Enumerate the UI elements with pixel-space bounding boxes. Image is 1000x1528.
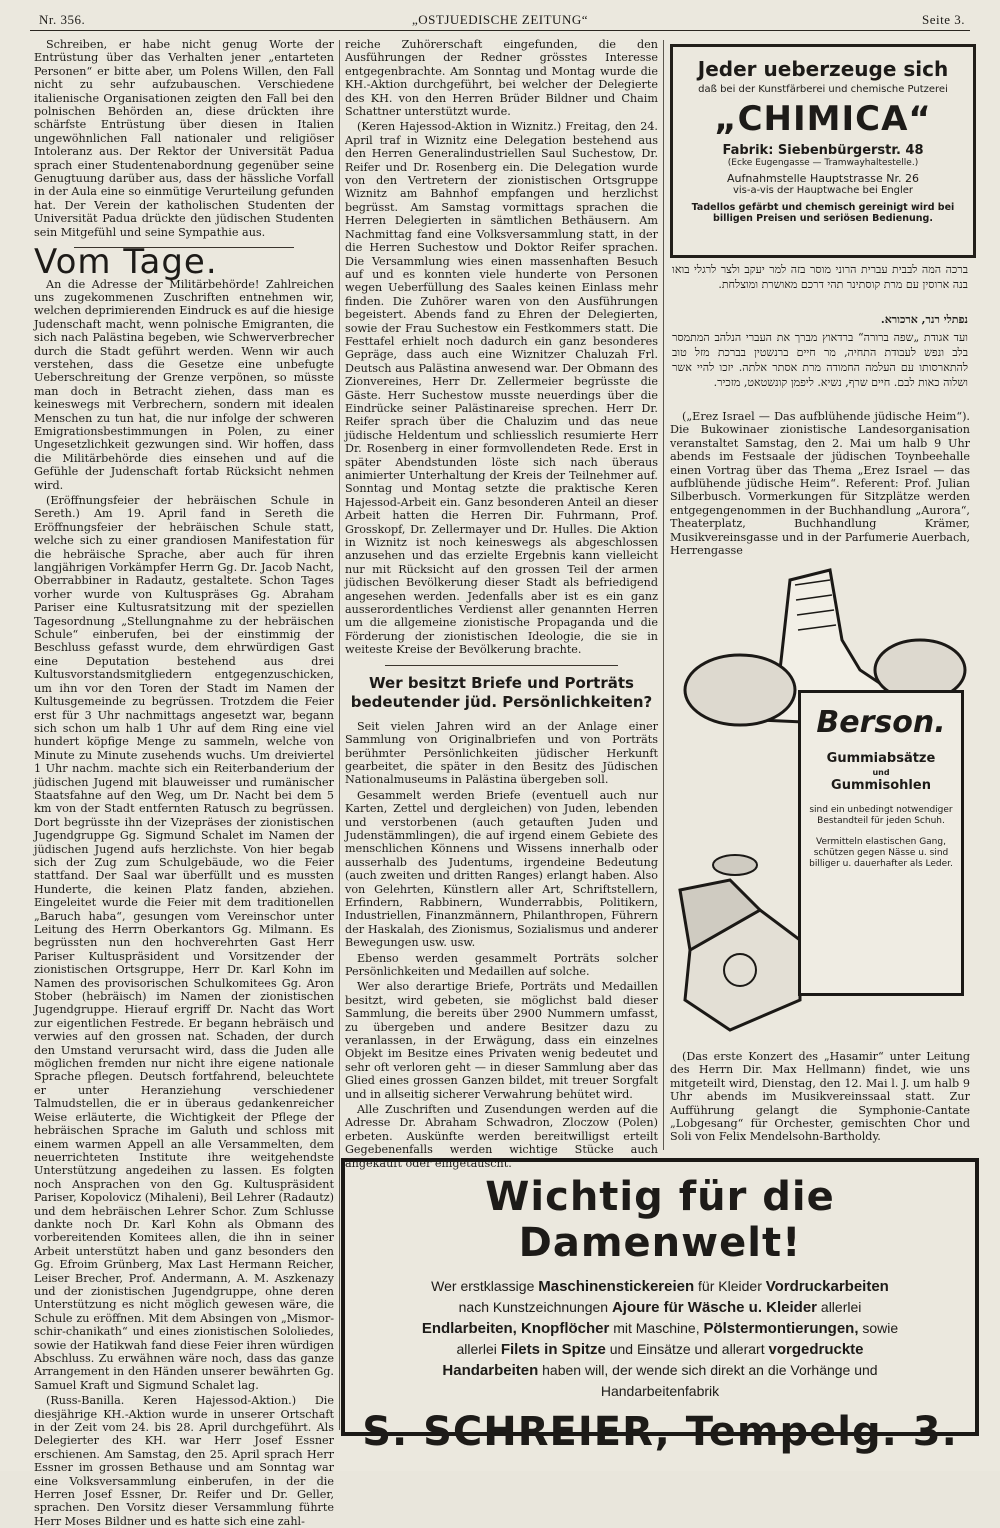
damen-text-i: mit Maschine, [613, 1320, 700, 1336]
article-padua: Schreiben, er habe nicht genug Worte der Entrüstung über das Verhalten jener „entarteten Personen“ er bitte aber, um Polens Willen, den Fall nicht zu sehr aufzubauschen. Verschiedene italienische Organisationen zeigten den Fall bei den polnischen Behörden an, diese drückten ihre schärfste Entrüstung über diesen in Italien ungewöhnlichen Fall nationaler und religiöser Intoleranz aus. Der Rektor der Universität Padua sprach einer Studentenabordnung gegenüber seine Genugtuung darüber aus, dass der hässliche Vorfall in der Aula eine so einmütige Verurteilung gefunden hat. Der Verein der katholischen Studenten der Universität Padua drückte den jüdischen Studenten sein Mitgefühl und seine Sympathie aus. [34, 38, 334, 239]
damen-text-c: für Kleider [698, 1278, 762, 1294]
page-number: Seite 3. [922, 12, 965, 27]
chimica-subline: daß bei der Kunstfärberei und chemische Putzerei [698, 84, 948, 95]
damen-text-l: Filets in Spitze [500, 1341, 606, 1358]
damen-text-b: Maschinenstickereien [538, 1278, 695, 1295]
berson-panel [798, 690, 964, 996]
berson-product-1: Gummiabsätze [826, 751, 936, 766]
damen-text-h: Endlarbeiten, Knopflöcher [421, 1320, 610, 1337]
schreier-signature: S. SCHREIER, Tempelg. 3. [362, 1409, 958, 1455]
header-rule [30, 30, 970, 31]
column-divider-2 [663, 40, 664, 1150]
berson-product-2: Gummisohlen [831, 778, 931, 793]
chimica-opposite: vis-a-vis der Hauptwache bei Engler [732, 185, 914, 196]
chimica-factory: Fabrik: Siebenbürgerstr. 48 [722, 143, 924, 158]
damenwelt-headline: Wichtig für die Damenwelt! [485, 1174, 835, 1266]
damen-text-e: nach Kunstzeichnungen [458, 1299, 609, 1315]
section-title-vom-tage: Vom Tage. [34, 242, 218, 283]
article-russ-continued: reiche Zuhörerschaft eingefunden, die den Ausführungen der Redner grösstes Interesse entgegenbrachte. Am Sonntag und Montag wurde die KH.-Aktion durchgeführt, bei welcher der Delegierte des KH. von den Herren Brüder Bildner und Chaim Schattner unterstützt wurde. [345, 38, 658, 119]
chimica-corner: (Ecke Eugengasse — Tramwayhaltestelle.) [727, 158, 919, 168]
briefe-paragraph-2: Gesammelt werden Briefe (eventuell auch nur Karten, Zettel und dergleichen) von Juden, lebenden und verstorbenen (auch getauften Juden und Judenstämmlingen), die auf irgend einem Gebiete des menschlichen Könnens und Wissens innerhalb oder ausserhalb des Judentums, irgendeine Bedeutung (auch zweiten und dritten Ranges) erlangt haben. Also von Gelehrten, Künstlern aller Art, Schriftstellern, Erfindern, Rabbinern, Wunderrabbis, Politikern, Industriellen, Finanzmännern, Philanthropen, Führern der Haskalah, des Zionismus, Sozialismus und anderer Bewegungen usw. usw. [345, 788, 658, 950]
damen-text-o: haben will, der wende sich direkt an die Vorhänge und Handarbeitenfabrik [542, 1362, 878, 1399]
berson-claim-2: Vermitteln elastischen Gang, schützen gegen Nässe u. sind billiger u. dauerhafter als Leder. [809, 837, 953, 869]
erez-text: („Erez Israel — Das aufblühende jüdische Heim“). Die Bukowinaer zionistische Landesorganisation veranstaltet Samstag, den 2. Mai um halb 9 Uhr abends im Festsaale der jüdischen Toynbeehalle einen Vortrag über das Thema „Erez Israel — das aufblühende jüdische Heim“. Referent: Prof. Julian Silberbusch. Vormerkungen für Sitzplätze werden entgegengenommen in der Buchhandlung „Aurora“, Theaterplatz, Buchhandlung Krämer, Musikvereinsgasse und in der Parfumerie Auerbach, Herrengasse [670, 410, 970, 558]
chimica-name: „CHIMICA“ [714, 99, 932, 139]
heel-disc [713, 855, 757, 875]
chimica-advertisement [670, 44, 976, 258]
briefe-paragraph-4: Wer also derartige Briefe, Porträts und Medaillen besitzt, wird gebeten, sie möglichst bald dieser Sammlung, die bereits über 2900 Nummern umfasst, zu übergeben und andere Besitzer dazu zu veranlassen, in der Erwägung, dass ein einzelnes Objekt im Besitze eines Privaten wenig bedeutet und sehr oft verloren geht — in dieser Sammlung aber das Glied eines grossen Ganzen bildet, mit treuer Sorgfalt und in allseitig sicherer Verwahrung behütet wird. [345, 980, 658, 1101]
hebrew-notice-1: ברכה המה לבבית עברית הרוני מוסר בזה למר יעקב ולצר לרגלי בואו בנה ארוסין עם מרת קוסתינר תהי דרכם מאושרת ומוצלחת. [672, 263, 968, 291]
article-sereth: (Eröffnungsfeier der hebräischen Schule in Sereth.) Am 19. April fand in Sereth die Eröffnungsfeier der hebräischen Schule statt, welche sich zu einer grandiosen Manifestation für die hebräische Sprache, aber auch für ihren langjährigen Vorkämpfer Herrn Gg. Dr. Jacob Nacht, Oberrabbiner in Radautz, gestaltete. Schon Tages vorher wurde von Kultuspräses Gg. Abraham Pariser eine Kultusratsitzung mit der speziellen Tagesordnung „Stellungnahme zu der hebräischen Schule“ einberufen, bei der einstimmig der Beschluss gefasst wurde, dem ehrwürdigen Gast eine Deputation bestehend aus drei Kultusvorstandsmitgliedern entgegenzuschicken, um ihn vor den Toren der Stadt im Namen der Kultusgemeinde zu begrüssen. Trotzdem die Feier erst für 3 Uhr nachmittags angesetzt war, begann sich schon um halb 1 Uhr auf dem Ring eine viel hundert köpfige Menge zu sammeln, welche von Minute zu Minute zusehends wuchs. Um dreiviertel 1 Uhr nachm. machte sich ein Reiterbanderium der jüdischen Jugend mit blauweisser und rumänischer Staatsfahne auf den Weg, um Dr. Nacht bei dem 5 km von der Stadt entfernten Ratusch zu begrüssen. Dort begrüsste ihn der Vizepräses der zionistischen Jugendgruppe Gg. Sigmund Schalet im Namen der jüdischen Jugend aufs herzlichste. Von hier begab sich der Zug zum Schulgebäude, wo die Feier stattfand. Der Saal war überfüllt und es mussten Hunderte, die keinen Platz fanden, abziehen. Eingeleitet wurde die Feier mit dem traditionellen „Baruch haba“, gesungen vom Vereinschor unter Leitung des Herrn Oberkantors Gg. Milmann. Es begrüssten nun den hochverehrten Gast Herr Pariser Kultuspräsident und Vorsitzender der zionistischen Ortsgruppe, Herr Dr. Karl Kohn im Namen des provisorischen Schulkomitees Gg. Aron Stober (hebräisch) im Namen der zionistischen Jugendgruppe. Hierauf ergriff Dr. Nacht das Wort zur eigentlichen Festrede. Er begann hebräisch und verwies auf den grossen nat. Schaden, der durch den Umstand verursacht wird, dass die Juden alle möglichen fremden nur nicht ihre eigene nationale Sprache pflegen. Deutsch fortfahrend, beleuchtete er unter Heranziehung verschiedener Talmudstellen, die er in überaus gedankenreicher Weise erläuterte, die Wichtigkeit der Pflege der hebräischen Sprache im Galuth und schloss mit einem warmen Appell an alle Versammelten, dem neuerrichteten Institute ihre weitgehendste Unterstützung angedeihen zu lassen. Es folgten noch Ansprachen von den Gg. Kultuspräsident Pariser, Kopolovicz (Mihaleni), Beil Lehrer (Radautz) und dem hebräischen Lehrer Schor. Zum Schlusse dankte noch Dr. Karl Kohn als Obmann des vorbereitenden Komitees allen, die ihn in seiner Arbeit unterstützt haben und ganz besonders den Gg. Efroim Grünberg, Max Last Hermann Reicher, Leiser Brecher, Prof. Andermann, A. M. Aszkenazy und der zionistischen Jugendgruppe, ohne deren Unterstützung es nicht möglich gewesen wäre, die Schule zu eröffnen. Mit dem Absingen von „Mismor-schir-chanikath“ und eines zionistischen Sololiedes, sowie der Hatikwah fand diese Feier ihren würdigen Abschluss. Zu erwähnen wäre noch, dass das ganze Arrangement in den Händen unserer bewährten Gg. Samuel Kraft und Sigmund Schalet lag. [34, 494, 334, 1392]
damen-text-m: und Einsätze und allerart [609, 1341, 765, 1357]
issue-number: Nr. 356. [39, 12, 86, 27]
damenwelt-body [415, 1276, 905, 1401]
damen-text-g: allerlei [820, 1299, 862, 1315]
sole-left [685, 655, 795, 725]
briefe-paragraph-5: Alle Zuschriften und Zusendungen werden auf die Adresse Dr. Abraham Schwadron, Zloczow (Polen) erbeten. Auskünfte werden bereitwilligst erteilt Gegebenenfalls werden wichtige Stücke auch angekauft oder eingetauscht. [345, 1103, 658, 1170]
damen-text-k: sowie allerlei [456, 1320, 899, 1357]
chimica-slogan: Tadellos gefärbt und chemisch gereinigt wird bei billigen Preisen und seriösen Bedienung. [691, 202, 955, 224]
column-divider-1 [339, 40, 340, 1430]
article-wiznitz: (Keren Hajessod-Aktion in Wiznitz.) Freitag, den 24. April traf in Wiznitz eine Delegation bestehend aus den Herren Generalindustriellen Saul Suchestow, Dr. Reifer und Dr. Rosenberg ein. Die Delegation wurde von den Vertretern der zionistischen Ortsgruppe Wiznitz am Bahnhof empfangen und herzlichst begrüsst. Am Samstag vormittags sprachen die Herren Delegierten in sämtlichen Bethäusern. Am Nachmittag fand eine Volksversammlung statt, in der die Herren Suchestow und Doktor Reifer sprachen. Die Versammlung wies einen massenhaften Besuch auf und es konnten viele hunderte von Personen wegen Ueberfüllung des Saales keinen Einlass mehr finden. Die Zuhörer waren von den Ausführungen begeistert. Abends fand zu Ehren der Delegierten, sowie der Frau Suchestow ein Festkommers statt. Die Festtafel erhielt noch dadurch ein ganz besonderes Gepräge, dass auch eine Wiznitzer Chaluzah Frl. Deutsch aus Palästina anwesend war. Der Obmann des Zionvereines, Herr Dr. Zellermeier begrüsste die Gäste. Herr Suchestow musste neuerdings über die Eindrücke seiner Palästinareise sprechen. Herr Dr. Reifer sprach über die Chaluzim und das neue jüdische Heldentum und schliesslich resumierte Herr Dr. Rosenberg in einer formvollendeten Rede. Erst in später Abendstunden löste sich nach überaus animierter Unterhaltung der Kreis der Teilnehmer auf. Sonntag und Montag setzte die praktische Keren Hajessod-Arbeit ein. Ganz besonderen Anteil an dieser Arbeit hatten die Herren Dir. Fuhrmann, Prof. Grosskopf, Dr. Zellermayer und Dr. Hulles. Die Aktion in Wiznitz ist noch keineswegs als abgeschlossen anzusehen und das erzielte Ergebnis kann vielleicht nur mit Rücksicht auf den grossen Teil der armen jüdischen Bevölkerung dieser Stadt als befriedigend angesehen werden. Jedenfalls aber ist es ein ganz ausserordentliches Verdienst aller genannten Herren um die allgemeine zionistische Propaganda und die Förderung der zionistischen Ideologie, die sie in weiteste Kreise der Bevölkerung brachte. [345, 120, 658, 657]
chimica-branch: Aufnahmstelle Hauptstrasse Nr. 26 [726, 172, 919, 185]
berson-and: und [872, 768, 890, 777]
damen-text-a: Wer erstklassige [431, 1278, 535, 1294]
article-separator [385, 665, 618, 666]
damen-text-d: Vordruckarbeiten [765, 1278, 889, 1295]
article-hasamir-concert [670, 1050, 970, 1144]
berson-advertisement [670, 560, 970, 1042]
damenwelt-advertisement [341, 1158, 979, 1455]
chimica-headline: Jeder ueberzeuge sich [697, 57, 949, 81]
damen-text-n: vorgedruckte Handarbeiten [442, 1341, 864, 1379]
hebrew-signature-1: נפתלי רנר, ארכורא. [880, 313, 968, 326]
briefe-paragraph-3: Ebenso werden gesammelt Porträts solcher Persönlichkeiten und Medaillen auf solche. [345, 951, 658, 978]
damen-text-f: Ajoure für Wäsche u. Kleider [611, 1299, 818, 1316]
page-header [35, 12, 965, 32]
berson-claim: sind ein unbedingt notwendiger Bestandteil für jeden Schuh. [809, 805, 953, 826]
damen-text-j: Pölstermontierungen, [703, 1320, 859, 1337]
article-russ-banilla: (Russ-Banilla. Keren Hajessod-Aktion.) Die diesjährige KH.-Aktion wurde in unserer Ortschaft in der Zeit vom 24. bis 28. April durchgeführt. Als Delegierter des KH. war Herr Josef Essner erschienen. Am Samstag, den 25. April sprach Herr Essner im grossen Bethause und am Sonntag war eine Volksversammlung einberufen, in der die Herren Josef Essner, Dr. Reifer und Dr. Geller, sprachen. Den Vorsitz dieser Versammlung führte Herr Moses Bildner und es hatte sich eine zahl- [34, 1394, 334, 1528]
headline-briefe: Wer besitzt Briefe und Porträts bedeutender jüd. Persönlichkeiten? [350, 673, 653, 711]
concert-text: (Das erste Konzert des „Hasamir“ unter Leitung des Herrn Dir. Max Hellmann) findet, wie uns mitgeteilt wird, Dienstag, den 12. Mai l. J. um halb 9 Uhr abends im Musikvereinssaal statt. Zur Aufführung gelangt die Symphonie-Cantate „Lobgesang“ für Orchester, gemischten Chor und Soli von Felix Mendelsohn-Bartholdy. [670, 1050, 970, 1144]
hebrew-notice-2: ועד אגודת „שפה ברורה“ ברדאוץ מברך את העברי הנלהב המתמסר בלב ונפש לעבודת התחיה, מר חיים ברנשטין בברכת מזל טוב להתארסותו עם העלמה החמודה מרת אסתר אלתה. יזכו להיי אשר ושלוה כאות לבם. חיים שרף, נשיא. ליפמן קונשטאט, מזכיר. [672, 331, 968, 389]
column-2 [345, 38, 658, 1170]
briefe-paragraph-1: Seit vielen Jahren wird an der Anlage einer Sammlung von Originalbriefen und von Porträts berühmter Persönlichkeiten jüdischer Herkunft gearbeitet, die später in den Besitz des Jüdischen Nationalmuseums in Palästina übergeben soll. [345, 719, 658, 787]
berson-brand: Berson. [816, 705, 946, 740]
column-1 [34, 38, 334, 1528]
article-erez-israel [670, 410, 970, 557]
newspaper-title: „OSTJUEDISCHE ZEITUNG“ [411, 12, 588, 27]
article-militaerbehoerde: An die Adresse der Militärbehörde! Zahlreichen uns zugekommenen Zuschriften entnehmen wir, welchen deprimierenden Eindruck es auf die hiesige Judenschaft macht, wenn polnische Emigranten, die sich nach Palästina begeben, wie Schwerverbrecher durch die Stadt geführt werden. Wenn wir auch verstehen, dass die Gesetze eine unbefugte Ueberschreitung der Grenze verpönen, so müsste man doch in Betracht ziehen, dass man es keineswegs mit Verbrechern, sondern mit idealen Menschen zu tun hat, die nur infolge der schweren Emigrationsbestimmungen in Polen, zu einer Ungesetzlichkeit gezwungen sind. Wir hoffen, dass die Militärbehörde dies einsehen und auf die Gefühle der Judenschaft fortab Rücksicht nehmen wird. [34, 277, 334, 492]
